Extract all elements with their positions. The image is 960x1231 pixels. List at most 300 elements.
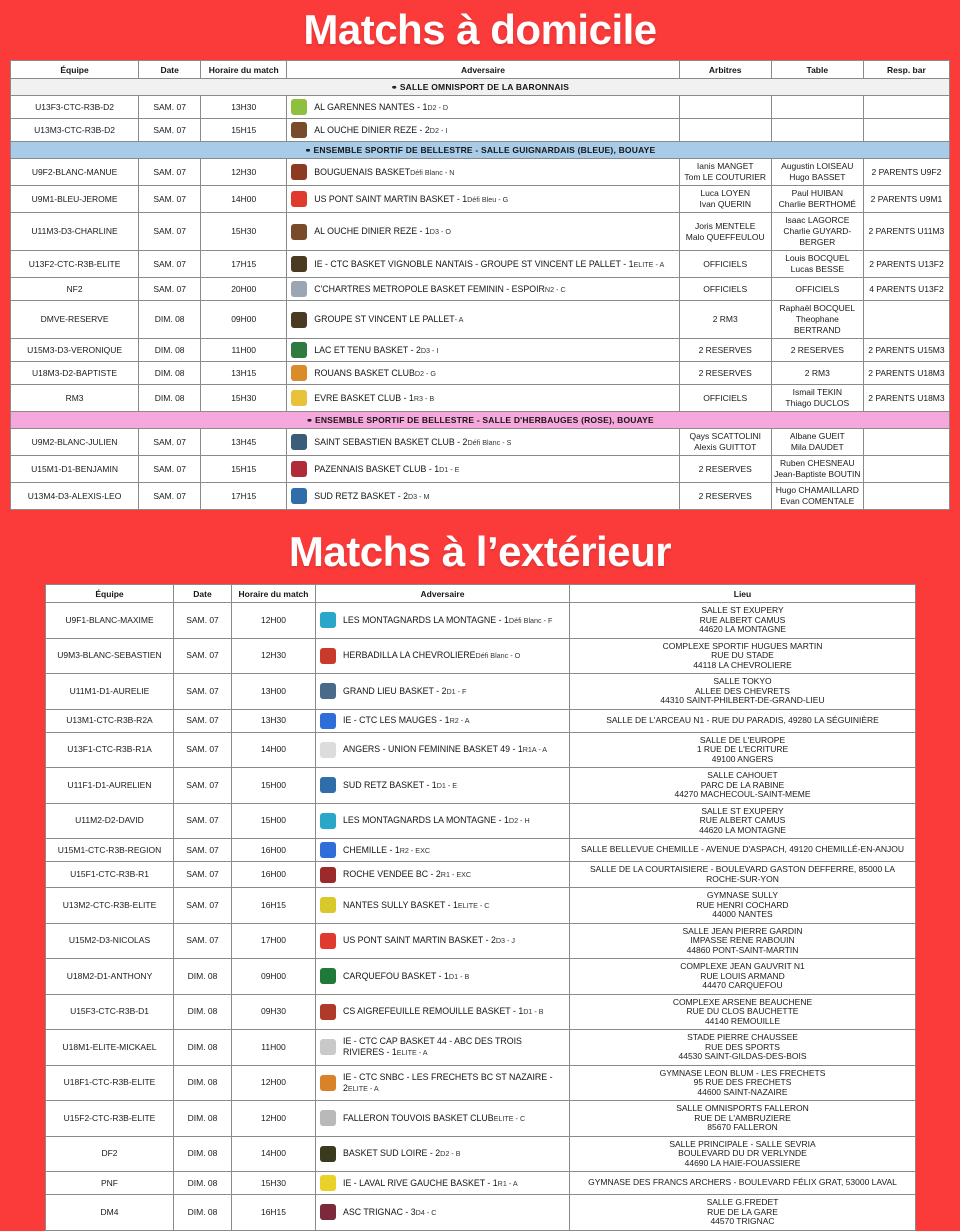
cell-equipe: U18M2-D1-ANTHONY bbox=[46, 959, 174, 995]
club-logo-icon bbox=[291, 191, 307, 207]
cell-date: SAM. 07 bbox=[174, 923, 232, 959]
table-row bbox=[46, 959, 916, 995]
cell-date: SAM. 07 bbox=[174, 732, 232, 768]
cell-adversaire bbox=[316, 638, 570, 674]
adversaire-name: LES MONTAGNARDS LA MONTAGNE - 1 bbox=[343, 614, 509, 625]
adversaire-poule: D1 - E bbox=[439, 464, 460, 474]
adversaire-block bbox=[320, 867, 565, 883]
cell-adversaire bbox=[287, 429, 679, 456]
adversaire-block bbox=[291, 164, 674, 180]
adversaire-poule: R3 - B bbox=[413, 393, 435, 403]
cell-arbitres: OFFICIELS bbox=[679, 385, 771, 412]
cell-equipe: U13M3-CTC-R3B-D2 bbox=[11, 119, 139, 142]
adversaire-poule: ELITE - A bbox=[633, 259, 665, 269]
adversaire-name: IE - CTC CAP BASKET 44 - ABC DES TROIS RIVIERES - 1 bbox=[343, 1036, 522, 1058]
adversaire-poule: D3 - I bbox=[420, 345, 439, 355]
cell-resp-bar bbox=[863, 119, 949, 142]
cell-adversaire bbox=[287, 278, 679, 301]
cell-table: Albane GUEIT Mila DAUDET bbox=[771, 429, 863, 456]
cell-lieu: SALLE TOKYO ALLEE DES CHEVRETS 44310 SAINT-PHILBERT-DE-GRAND-LIEU bbox=[570, 674, 916, 710]
cell-horaire: 13H15 bbox=[201, 362, 287, 385]
home-col-equipe: Équipe bbox=[11, 61, 139, 79]
adversaire-poule: R1 - A bbox=[497, 1178, 518, 1188]
cell-adversaire bbox=[287, 213, 679, 251]
adversaire-name: FALLERON TOUVOIS BASKET CLUB bbox=[343, 1112, 494, 1123]
cell-horaire: 16H15 bbox=[232, 1195, 316, 1231]
club-logo-icon bbox=[291, 122, 307, 138]
adversaire-name: GROUPE ST VINCENT LE PALLET bbox=[314, 314, 455, 324]
cell-arbitres: 2 RM3 bbox=[679, 301, 771, 339]
adversaire-block bbox=[320, 1036, 565, 1058]
cell-equipe: U15M1-CTC-R3B-REGION bbox=[46, 839, 174, 862]
cell-lieu: COMPLEXE SPORTIF HUGUES MARTIN RUE DU STADE 44118 LA CHEVROLIERE bbox=[570, 638, 916, 674]
cell-horaire: 17H15 bbox=[201, 251, 287, 278]
adversaire-name: ANGERS - UNION FEMININE BASKET 49 - 1 bbox=[343, 744, 523, 755]
adversaire-block bbox=[320, 1072, 565, 1094]
adversaire-block bbox=[320, 933, 565, 949]
club-logo-icon bbox=[291, 390, 307, 406]
cell-lieu: SALLE ST EXUPERY RUE ALBERT CAMUS 44620 LA MONTAGNE bbox=[570, 803, 916, 839]
away-matches-title: Matchs à l’extérieur bbox=[288, 528, 672, 575]
cell-date: DIM. 08 bbox=[139, 385, 201, 412]
away-col-date: Date bbox=[174, 585, 232, 603]
cell-date: SAM. 07 bbox=[174, 862, 232, 888]
away-col-horaire: Horaire du match bbox=[232, 585, 316, 603]
cell-adversaire bbox=[316, 1030, 570, 1066]
cell-adversaire bbox=[316, 803, 570, 839]
cell-horaire: 15H00 bbox=[232, 768, 316, 804]
adversaire-block bbox=[291, 461, 674, 477]
cell-horaire: 12H00 bbox=[232, 603, 316, 639]
cell-equipe: NF2 bbox=[11, 278, 139, 301]
adversaire-block bbox=[291, 342, 674, 358]
cell-equipe: U13F3-CTC-R3B-D2 bbox=[11, 96, 139, 119]
cell-resp-bar bbox=[863, 96, 949, 119]
cell-equipe: U11M2-D2-DAVID bbox=[46, 803, 174, 839]
adversaire-block bbox=[320, 968, 565, 984]
cell-resp-bar: 2 PARENTS U18M3 bbox=[863, 362, 949, 385]
cell-adversaire bbox=[316, 888, 570, 924]
cell-adversaire bbox=[287, 159, 679, 186]
cell-horaire: 15H15 bbox=[201, 119, 287, 142]
cell-horaire: 15H00 bbox=[232, 803, 316, 839]
cell-equipe: U15M3-D3-VERONIQUE bbox=[11, 339, 139, 362]
location-pin-icon: ⚭ bbox=[390, 83, 398, 92]
home-col-date: Date bbox=[139, 61, 201, 79]
cell-adversaire bbox=[287, 186, 679, 213]
adversaire-name: EVRE BASKET CLUB - 1 bbox=[314, 392, 414, 403]
adversaire-block bbox=[320, 713, 565, 729]
cell-lieu: SALLE DE L'EUROPE 1 RUE DE L'ECRITURE 49100 ANGERS bbox=[570, 732, 916, 768]
adversaire-block bbox=[291, 256, 674, 272]
adversaire-name: PAZENNAIS BASKET CLUB - 1 bbox=[314, 463, 440, 474]
adversaire-name: AL OUCHE DINIER REZE - 1 bbox=[314, 226, 430, 236]
cell-date: DIM. 08 bbox=[174, 1030, 232, 1066]
table-row bbox=[11, 186, 950, 213]
table-row bbox=[46, 1172, 916, 1195]
adversaire-poule: D2 - G bbox=[414, 368, 436, 378]
cell-adversaire bbox=[316, 862, 570, 888]
cell-equipe: U9F2-BLANC-MANUE bbox=[11, 159, 139, 186]
table-row bbox=[11, 483, 950, 510]
cell-equipe: DF2 bbox=[46, 1136, 174, 1172]
adversaire-poule: Défi Bleu - G bbox=[467, 194, 509, 204]
club-logo-icon bbox=[320, 1110, 336, 1126]
cell-table: Ruben CHESNEAU Jean-Baptiste BOUTIN bbox=[771, 456, 863, 483]
table-row bbox=[46, 994, 916, 1030]
adversaire-name: IE - CTC SNBC - LES FRECHETS BC ST NAZAIRE - 2 bbox=[343, 1071, 553, 1093]
cell-lieu: SALLE OMNISPORTS FALLERON RUE DE L'AMBRUZIERE 85670 FALLERON bbox=[570, 1101, 916, 1137]
cell-arbitres: OFFICIELS bbox=[679, 278, 771, 301]
cell-arbitres: Luca LOYEN Ivan QUERIN bbox=[679, 186, 771, 213]
cell-table: Louis BOCQUEL Lucas BESSE bbox=[771, 251, 863, 278]
away-table-body bbox=[46, 603, 916, 1231]
table-row bbox=[46, 1030, 916, 1066]
cell-adversaire bbox=[316, 732, 570, 768]
club-logo-icon bbox=[320, 897, 336, 913]
cell-resp-bar: 2 PARENTS U11M3 bbox=[863, 213, 949, 251]
club-logo-icon bbox=[320, 867, 336, 883]
club-logo-icon bbox=[291, 99, 307, 115]
table-row bbox=[46, 888, 916, 924]
cell-horaire: 09H00 bbox=[201, 301, 287, 339]
cell-horaire: 12H30 bbox=[232, 638, 316, 674]
adversaire-poule: ELITE - C bbox=[493, 1113, 526, 1123]
cell-date: DIM. 08 bbox=[174, 1172, 232, 1195]
club-logo-icon bbox=[320, 1004, 336, 1020]
cell-lieu: GYMNASE LEON BLUM - LES FRECHETS 95 RUE DES FRECHETS 44600 SAINT-NAZAIRE bbox=[570, 1065, 916, 1101]
adversaire-block bbox=[320, 1175, 565, 1191]
adversaire-block bbox=[320, 1004, 565, 1020]
adversaire-poule: D3 - J bbox=[495, 936, 516, 946]
adversaire-name: BOUGUENAIS BASKET bbox=[314, 166, 411, 177]
table-row bbox=[11, 159, 950, 186]
cell-equipe: U15M2-D3-NICOLAS bbox=[46, 923, 174, 959]
cell-horaire: 20H00 bbox=[201, 278, 287, 301]
venue-header-row bbox=[11, 412, 950, 429]
cell-resp-bar bbox=[863, 483, 949, 510]
venue-name: ⚭ SALLE OMNISPORT DE LA BARONNAIS bbox=[11, 79, 950, 96]
adversaire-name: ASC TRIGNAC - 3 bbox=[343, 1206, 416, 1217]
cell-date: SAM. 07 bbox=[174, 674, 232, 710]
venue-name: ⚭ ENSEMBLE SPORTIF DE BELLESTRE - SALLE GUIGNARDAIS (BLEUE), BOUAYE bbox=[11, 142, 950, 159]
table-row bbox=[11, 429, 950, 456]
home-col-arbitres: Arbitres bbox=[679, 61, 771, 79]
adversaire-name: AL OUCHE DINIER REZE - 2 bbox=[314, 124, 430, 135]
cell-date: DIM. 08 bbox=[174, 1065, 232, 1101]
adversaire-poule: Défi Blanc - S bbox=[467, 437, 512, 447]
adversaire-poule: D4 - C bbox=[415, 1207, 437, 1217]
adversaire-poule: ELITE - C bbox=[457, 900, 490, 910]
cell-equipe: U9M3-BLANC-SEBASTIEN bbox=[46, 638, 174, 674]
cell-arbitres: Ianis MANGET Tom LE COUTURIER bbox=[679, 159, 771, 186]
cell-arbitres: Joris MENTELE Malo QUEFFEULOU bbox=[679, 213, 771, 251]
cell-adversaire bbox=[287, 119, 679, 142]
cell-horaire: 12H00 bbox=[232, 1065, 316, 1101]
cell-equipe: U18F1-CTC-R3B-ELITE bbox=[46, 1065, 174, 1101]
club-logo-icon bbox=[291, 461, 307, 477]
cell-resp-bar: 2 PARENTS U18M3 bbox=[863, 385, 949, 412]
cell-equipe: U15F3-CTC-R3B-D1 bbox=[46, 994, 174, 1030]
cell-lieu: GYMNASE DES FRANCS ARCHERS - BOULEVARD FÉLIX GRAT, 53000 LAVAL bbox=[570, 1172, 916, 1195]
club-logo-icon bbox=[320, 713, 336, 729]
cell-resp-bar bbox=[863, 429, 949, 456]
adversaire-name: US PONT SAINT MARTIN BASKET - 1 bbox=[314, 193, 468, 204]
cell-arbitres: OFFICIELS bbox=[679, 251, 771, 278]
cell-date: SAM. 07 bbox=[174, 768, 232, 804]
cell-arbitres: 2 RESERVES bbox=[679, 456, 771, 483]
cell-horaire: 11H00 bbox=[201, 339, 287, 362]
club-logo-icon bbox=[320, 777, 336, 793]
cell-date: SAM. 07 bbox=[174, 839, 232, 862]
cell-adversaire bbox=[316, 959, 570, 995]
cell-arbitres: 2 RESERVES bbox=[679, 362, 771, 385]
adversaire-block bbox=[320, 842, 565, 858]
adversaire-poule: Défi Blanc - F bbox=[508, 615, 553, 625]
away-col-adversaire: Adversaire bbox=[316, 585, 570, 603]
cell-lieu: SALLE DE L'ARCEAU N1 - RUE DU PARADIS, 49280 LA SÉGUINIÈRE bbox=[570, 709, 916, 732]
cell-adversaire bbox=[316, 603, 570, 639]
club-logo-icon bbox=[320, 612, 336, 628]
away-matches-table bbox=[45, 584, 916, 1231]
cell-table bbox=[771, 96, 863, 119]
adversaire-name: US PONT SAINT MARTIN BASKET - 2 bbox=[343, 935, 496, 946]
cell-resp-bar bbox=[863, 456, 949, 483]
table-row bbox=[46, 862, 916, 888]
table-row bbox=[46, 638, 916, 674]
club-logo-icon bbox=[291, 312, 307, 328]
cell-equipe: U15M1-D1-BENJAMIN bbox=[11, 456, 139, 483]
adversaire-name: ROUANS BASKET CLUB bbox=[314, 367, 415, 378]
adversaire-block bbox=[291, 390, 674, 406]
home-col-horaire: Horaire du match bbox=[201, 61, 287, 79]
table-row bbox=[46, 709, 916, 732]
cell-equipe: PNF bbox=[46, 1172, 174, 1195]
adversaire-name: NANTES SULLY BASKET - 1 bbox=[343, 899, 458, 910]
adversaire-block bbox=[291, 224, 674, 240]
cell-lieu: STADE PIERRE CHAUSSEE RUE DES SPORTS 44530 SAINT-GILDAS-DES-BOIS bbox=[570, 1030, 916, 1066]
club-logo-icon bbox=[291, 281, 307, 297]
cell-table: 2 RM3 bbox=[771, 362, 863, 385]
cell-adversaire bbox=[316, 1136, 570, 1172]
cell-table: Ismail TEKIN Thiago DUCLOS bbox=[771, 385, 863, 412]
table-row bbox=[46, 1136, 916, 1172]
table-row bbox=[11, 213, 950, 251]
location-pin-icon: ⚭ bbox=[306, 416, 313, 425]
cell-lieu: COMPLEXE JEAN GAUVRIT N1 RUE LOUIS ARMAND 44470 CARQUEFOU bbox=[570, 959, 916, 995]
adversaire-poule: Défi Blanc - O bbox=[475, 651, 521, 661]
adversaire-block bbox=[320, 742, 565, 758]
cell-date: SAM. 07 bbox=[174, 638, 232, 674]
away-col-equipe: Équipe bbox=[46, 585, 174, 603]
cell-equipe: U11M3-D3-CHARLINE bbox=[11, 213, 139, 251]
adversaire-name: IE - LAVAL RIVE GAUCHE BASKET - 1 bbox=[343, 1177, 498, 1188]
cell-date: SAM. 07 bbox=[174, 803, 232, 839]
adversaire-block bbox=[320, 1146, 565, 1162]
cell-horaire: 16H00 bbox=[232, 839, 316, 862]
adversaire-block bbox=[320, 777, 565, 793]
table-row bbox=[11, 251, 950, 278]
adversaire-block bbox=[320, 897, 565, 913]
table-row bbox=[46, 732, 916, 768]
cell-table: Raphaël BOCQUEL Theophane BERTRAND bbox=[771, 301, 863, 339]
cell-horaire: 13H30 bbox=[232, 709, 316, 732]
adversaire-block bbox=[291, 434, 674, 450]
cell-horaire: 13H30 bbox=[201, 96, 287, 119]
adversaire-block bbox=[291, 488, 674, 504]
cell-table: Hugo CHAMAILLARD Evan COMENTALE bbox=[771, 483, 863, 510]
table-row bbox=[46, 1065, 916, 1101]
table-row bbox=[11, 301, 950, 339]
club-logo-icon bbox=[291, 256, 307, 272]
club-logo-icon bbox=[320, 1204, 336, 1220]
venue-name: ⚭ ENSEMBLE SPORTIF DE BELLESTRE - SALLE D'HERBAUGES (ROSE), BOUAYE bbox=[11, 412, 950, 429]
cell-equipe: U15F1-CTC-R3B-R1 bbox=[46, 862, 174, 888]
adversaire-poule: D3 - O bbox=[429, 227, 451, 236]
adversaire-name: SUD RETZ BASKET - 2 bbox=[314, 490, 408, 501]
cell-horaire: 15H30 bbox=[201, 385, 287, 412]
adversaire-block bbox=[291, 365, 674, 381]
table-row bbox=[11, 339, 950, 362]
club-logo-icon bbox=[291, 365, 307, 381]
cell-equipe: RM3 bbox=[11, 385, 139, 412]
adversaire-name: GRAND LIEU BASKET - 2 bbox=[343, 685, 447, 696]
cell-horaire: 15H15 bbox=[201, 456, 287, 483]
location-pin-icon: ⚭ bbox=[304, 146, 312, 155]
table-row bbox=[46, 839, 916, 862]
cell-lieu: SALLE G.FREDET RUE DE LA GARE 44570 TRIGNAC bbox=[570, 1195, 916, 1231]
cell-date: DIM. 08 bbox=[174, 1136, 232, 1172]
cell-resp-bar: 2 PARENTS U9M1 bbox=[863, 186, 949, 213]
home-col-adversaire: Adversaire bbox=[287, 61, 679, 79]
adversaire-poule: D1 - B bbox=[448, 971, 470, 981]
adversaire-poule: R1 - EXC bbox=[440, 870, 472, 879]
cell-date: SAM. 07 bbox=[139, 429, 201, 456]
cell-horaire: 13H00 bbox=[232, 674, 316, 710]
cell-horaire: 13H45 bbox=[201, 429, 287, 456]
cell-date: SAM. 07 bbox=[139, 186, 201, 213]
club-logo-icon bbox=[320, 1146, 336, 1162]
cell-adversaire bbox=[287, 362, 679, 385]
table-row bbox=[46, 923, 916, 959]
adversaire-poule: D2 - I bbox=[429, 125, 448, 135]
cell-equipe: U13M2-CTC-R3B-ELITE bbox=[46, 888, 174, 924]
away-col-lieu: Lieu bbox=[570, 585, 916, 603]
cell-adversaire bbox=[287, 339, 679, 362]
cell-table: Augustin LOISEAU Hugo BASSET bbox=[771, 159, 863, 186]
adversaire-poule: D2 - B bbox=[440, 1149, 461, 1159]
adversaire-poule: D2 - D bbox=[427, 102, 449, 112]
adversaire-poule: D2 - H bbox=[508, 816, 530, 826]
cell-date: DIM. 08 bbox=[174, 994, 232, 1030]
cell-equipe: U18M1-ELITE-MICKAEL bbox=[46, 1030, 174, 1066]
cell-lieu: SALLE DE LA COURTAISIERE - BOULEVARD GASTON DEFFERRE, 85000 LA ROCHE-SUR-YON bbox=[570, 862, 916, 888]
cell-equipe: U9F1-BLANC-MAXIME bbox=[46, 603, 174, 639]
adversaire-name: LAC ET TENU BASKET - 2 bbox=[314, 344, 421, 355]
table-row bbox=[46, 674, 916, 710]
cell-equipe: U15F2-CTC-R3B-ELITE bbox=[46, 1101, 174, 1137]
cell-adversaire bbox=[316, 1065, 570, 1101]
cell-arbitres: Qays SCATTOLINI Alexis GUITTOT bbox=[679, 429, 771, 456]
cell-horaire: 16H15 bbox=[232, 888, 316, 924]
adversaire-poule: D1 - F bbox=[446, 686, 467, 696]
cell-table: Paul HUIBAN Charlie BERTHOMÉ bbox=[771, 186, 863, 213]
cell-equipe: DMVE-RESERVE bbox=[11, 301, 139, 339]
table-row bbox=[46, 803, 916, 839]
cell-arbitres bbox=[679, 119, 771, 142]
cell-horaire: 09H00 bbox=[232, 959, 316, 995]
adversaire-poule: D3 - M bbox=[407, 491, 430, 501]
cell-date: SAM. 07 bbox=[139, 96, 201, 119]
club-logo-icon bbox=[320, 648, 336, 664]
adversaire-name: BASKET SUD LOIRE - 2 bbox=[343, 1148, 441, 1159]
table-row bbox=[46, 603, 916, 639]
cell-adversaire bbox=[316, 923, 570, 959]
cell-adversaire bbox=[316, 1172, 570, 1195]
cell-adversaire bbox=[287, 483, 679, 510]
cell-adversaire bbox=[316, 839, 570, 862]
cell-adversaire bbox=[316, 768, 570, 804]
table-row bbox=[46, 1101, 916, 1137]
adversaire-block bbox=[291, 191, 674, 207]
venue-header-row bbox=[11, 142, 950, 159]
cell-horaire: 14H00 bbox=[232, 1136, 316, 1172]
cell-horaire: 14H00 bbox=[232, 732, 316, 768]
table-row bbox=[46, 768, 916, 804]
adversaire-poule: D1 - E bbox=[436, 780, 458, 790]
adversaire-name: IE - CTC LES MAUGES - 1 bbox=[343, 715, 450, 725]
adversaire-name: LES MONTAGNARDS LA MONTAGNE - 1 bbox=[343, 815, 509, 826]
cell-horaire: 17H15 bbox=[201, 483, 287, 510]
cell-equipe: U13M4-D3-ALEXIS-LEO bbox=[11, 483, 139, 510]
cell-lieu: SALLE CAHOUET PARC DE LA RABINE 44270 MACHECOUL-SAINT-MEME bbox=[570, 768, 916, 804]
home-col-table: Table bbox=[771, 61, 863, 79]
cell-adversaire bbox=[316, 1101, 570, 1137]
cell-date: SAM. 07 bbox=[139, 251, 201, 278]
club-logo-icon bbox=[291, 342, 307, 358]
cell-date: DIM. 08 bbox=[174, 1195, 232, 1231]
adversaire-block bbox=[291, 281, 674, 297]
cell-resp-bar bbox=[863, 301, 949, 339]
home-matches-table bbox=[10, 60, 950, 510]
club-logo-icon bbox=[291, 224, 307, 240]
cell-date: SAM. 07 bbox=[139, 119, 201, 142]
cell-equipe: DM4 bbox=[46, 1195, 174, 1231]
cell-adversaire bbox=[287, 385, 679, 412]
cell-resp-bar: 2 PARENTS U9F2 bbox=[863, 159, 949, 186]
away-matches-table-wrap bbox=[0, 584, 960, 1231]
cell-table: 2 RESERVES bbox=[771, 339, 863, 362]
cell-date: SAM. 07 bbox=[174, 888, 232, 924]
home-table-body bbox=[11, 79, 950, 510]
table-row bbox=[11, 96, 950, 119]
adversaire-poule: Défi Blanc - N bbox=[410, 167, 455, 177]
club-logo-icon bbox=[320, 842, 336, 858]
cell-horaire: 15H30 bbox=[201, 213, 287, 251]
club-logo-icon bbox=[320, 1039, 336, 1055]
cell-arbitres bbox=[679, 96, 771, 119]
cell-adversaire bbox=[287, 301, 679, 339]
adversaire-poule: D1 - B bbox=[523, 1007, 544, 1017]
cell-date: SAM. 07 bbox=[139, 159, 201, 186]
adversaire-name: C'CHARTRES METROPOLE BASKET FEMININ - ESPOIR bbox=[314, 283, 545, 294]
cell-equipe: U11F1-D1-AURELIEN bbox=[46, 768, 174, 804]
cell-arbitres: 2 RESERVES bbox=[679, 339, 771, 362]
cell-table bbox=[771, 119, 863, 142]
cell-date: DIM. 08 bbox=[174, 1101, 232, 1137]
cell-horaire: 09H30 bbox=[232, 994, 316, 1030]
cell-date: DIM. 08 bbox=[139, 339, 201, 362]
